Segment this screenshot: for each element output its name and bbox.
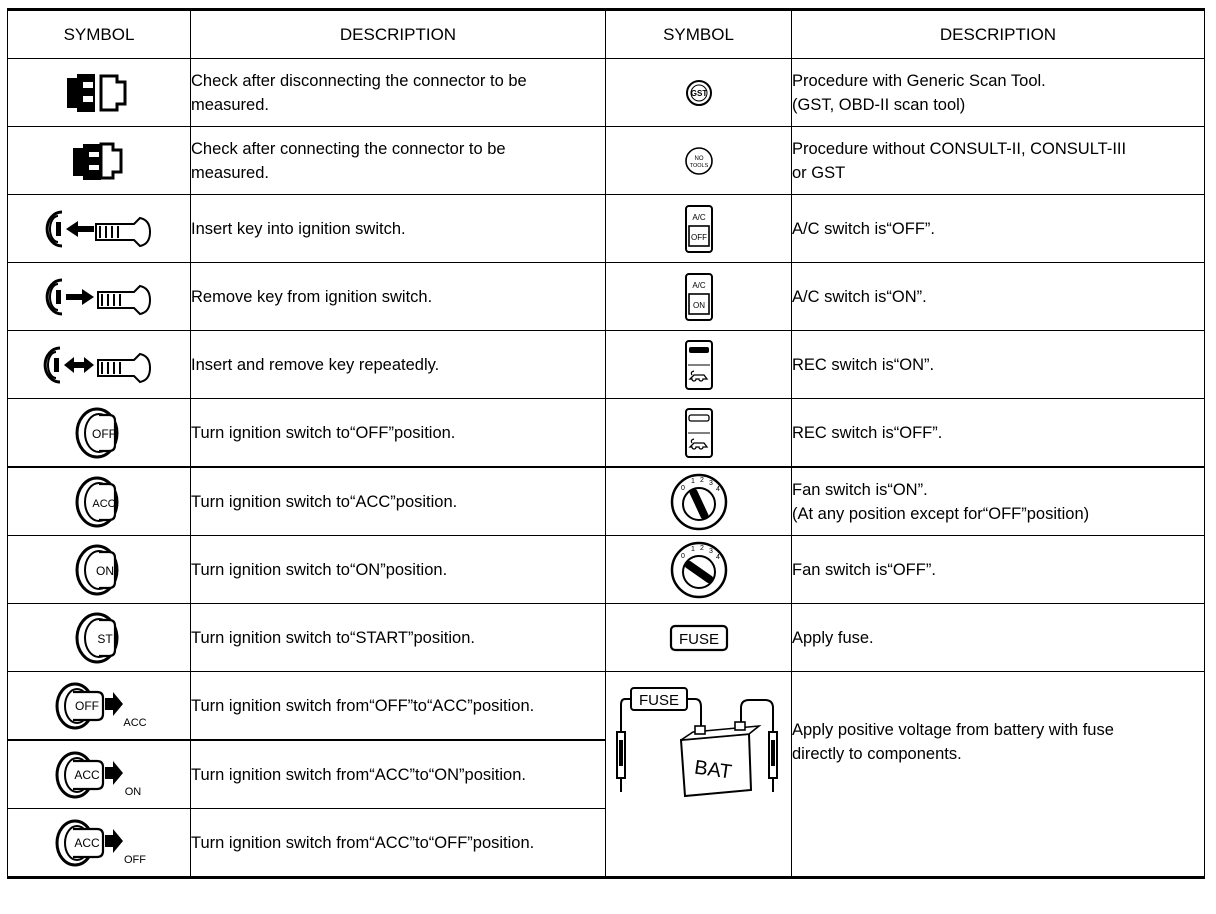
symbol-cell <box>606 672 792 878</box>
description-cell: Procedure with Generic Scan Tool. (GST, OBD-II scan tool) <box>792 59 1205 127</box>
remove-key-icon <box>44 272 154 322</box>
ignition-acc-icon <box>69 474 129 530</box>
svg-text:OFF: OFF <box>690 232 707 242</box>
table-row <box>8 467 1205 536</box>
rec-off-switch-icon <box>684 407 714 459</box>
ignition-acc-to-off-icon <box>49 815 149 871</box>
description-cell: Turn ignition switch to“ON”position. <box>191 536 606 604</box>
svg-text:FUSE: FUSE <box>638 692 679 709</box>
ignition-start-icon <box>69 610 129 666</box>
fan-on-icon <box>669 472 729 532</box>
ac-on-switch-icon <box>684 272 714 322</box>
gst-icon <box>684 78 714 108</box>
svg-text:1: 1 <box>690 545 695 553</box>
symbol-cell <box>606 127 792 195</box>
battery-fuse-icon <box>609 680 789 810</box>
symbol-cell <box>606 604 792 672</box>
table-row <box>8 331 1205 399</box>
symbol-cell <box>8 127 191 195</box>
svg-text:GST: GST <box>690 88 707 98</box>
table-row <box>8 672 1205 741</box>
insert-remove-key-icon <box>42 340 157 390</box>
svg-text:ON: ON <box>124 785 142 798</box>
description-cell: Fan switch is“OFF”. <box>792 536 1205 604</box>
svg-text:2: 2 <box>699 476 704 484</box>
table-row <box>8 195 1205 263</box>
svg-text:ACC: ACC <box>74 767 100 782</box>
svg-text:4: 4 <box>715 485 720 493</box>
description-cell: Check after connecting the connector to be measured. <box>191 127 606 195</box>
description-cell: Apply fuse. <box>792 604 1205 672</box>
symbol-cell <box>606 195 792 263</box>
symbol-cell <box>8 331 191 399</box>
connector-connected-icon <box>59 136 139 186</box>
svg-text:TOOLS: TOOLS <box>689 162 708 169</box>
svg-text:NO: NO <box>694 155 703 162</box>
svg-text:OFF: OFF <box>75 698 99 713</box>
description-cell: REC switch is“OFF”. <box>792 399 1205 468</box>
table-row <box>8 399 1205 468</box>
ignition-on-icon <box>69 542 129 598</box>
description-cell: Insert and remove key repeatedly. <box>191 331 606 399</box>
description-cell: Procedure without CONSULT-II, CONSULT-III or GST <box>792 127 1205 195</box>
description-cell: Turn ignition switch to“OFF”position. <box>191 399 606 468</box>
ignition-off-icon <box>69 405 129 461</box>
description-cell: Apply positive voltage from battery with fuse directly to components. <box>792 672 1205 878</box>
table-row <box>8 59 1205 127</box>
svg-text:4: 4 <box>715 553 720 561</box>
description-cell: Check after disconnecting the connector to be measured. <box>191 59 606 127</box>
symbol-cell <box>8 809 191 878</box>
symbol-cell <box>8 740 191 809</box>
svg-text:ON: ON <box>96 563 114 578</box>
svg-text:3: 3 <box>708 547 713 555</box>
table-row <box>8 127 1205 195</box>
symbol-cell <box>606 59 792 127</box>
svg-text:ACC: ACC <box>92 497 116 510</box>
svg-text:A/C: A/C <box>691 212 706 222</box>
svg-text:2: 2 <box>699 544 704 552</box>
header-description-right: DESCRIPTION <box>792 10 1205 59</box>
symbol-cell <box>8 604 191 672</box>
description-cell: Turn ignition switch from“ACC”to“OFF”position. <box>191 809 606 878</box>
svg-text:OFF: OFF <box>124 853 146 866</box>
table-row <box>8 263 1205 331</box>
description-cell: Turn ignition switch to“ACC”position. <box>191 467 606 536</box>
rec-on-switch-icon <box>684 339 714 391</box>
header-description-left: DESCRIPTION <box>191 10 606 59</box>
table-row <box>8 604 1205 672</box>
symbol-table <box>7 8 1205 879</box>
description-cell: A/C switch is“ON”. <box>792 263 1205 331</box>
svg-text:ST: ST <box>97 631 113 646</box>
svg-text:ON: ON <box>692 300 705 310</box>
svg-text:0: 0 <box>680 552 685 560</box>
symbol-cell <box>8 536 191 604</box>
ac-off-switch-icon <box>684 204 714 254</box>
symbol-cell <box>606 536 792 604</box>
symbol-cell <box>606 263 792 331</box>
symbol-cell <box>8 467 191 536</box>
table-row <box>8 536 1205 604</box>
description-cell: Turn ignition switch from“OFF”to“ACC”position. <box>191 672 606 741</box>
fan-off-icon <box>669 540 729 600</box>
symbol-cell <box>606 467 792 536</box>
symbol-cell <box>8 195 191 263</box>
no-tools-icon <box>683 145 715 177</box>
symbol-cell <box>606 399 792 468</box>
symbol-cell <box>8 399 191 468</box>
description-cell: Insert key into ignition switch. <box>191 195 606 263</box>
insert-key-icon <box>44 204 154 254</box>
header-symbol-right: SYMBOL <box>606 10 792 59</box>
svg-text:0: 0 <box>680 484 685 492</box>
fuse-icon <box>669 623 729 653</box>
description-cell: Remove key from ignition switch. <box>191 263 606 331</box>
svg-text:BAT: BAT <box>692 756 733 784</box>
header-symbol-left: SYMBOL <box>8 10 191 59</box>
svg-text:3: 3 <box>708 479 713 487</box>
svg-text:ACC: ACC <box>74 835 100 850</box>
svg-text:ACC: ACC <box>123 716 147 729</box>
ignition-acc-to-on-icon <box>49 747 149 803</box>
svg-text:1: 1 <box>690 477 695 485</box>
symbol-cell <box>8 672 191 741</box>
description-cell: Fan switch is“ON”. (At any position except for“OFF”position) <box>792 467 1205 536</box>
ignition-off-to-acc-icon <box>49 678 149 734</box>
description-cell: Turn ignition switch to“START”position. <box>191 604 606 672</box>
symbol-cell <box>8 263 191 331</box>
description-cell: A/C switch is“OFF”. <box>792 195 1205 263</box>
description-cell: REC switch is“ON”. <box>792 331 1205 399</box>
description-cell: Turn ignition switch from“ACC”to“ON”position. <box>191 740 606 809</box>
svg-text:FUSE: FUSE <box>678 630 719 648</box>
symbol-cell <box>606 331 792 399</box>
symbol-cell <box>8 59 191 127</box>
connector-disconnected-icon <box>59 68 139 118</box>
svg-text:A/C: A/C <box>691 280 706 290</box>
svg-text:OFF: OFF <box>92 426 116 441</box>
header-row <box>8 10 1205 59</box>
